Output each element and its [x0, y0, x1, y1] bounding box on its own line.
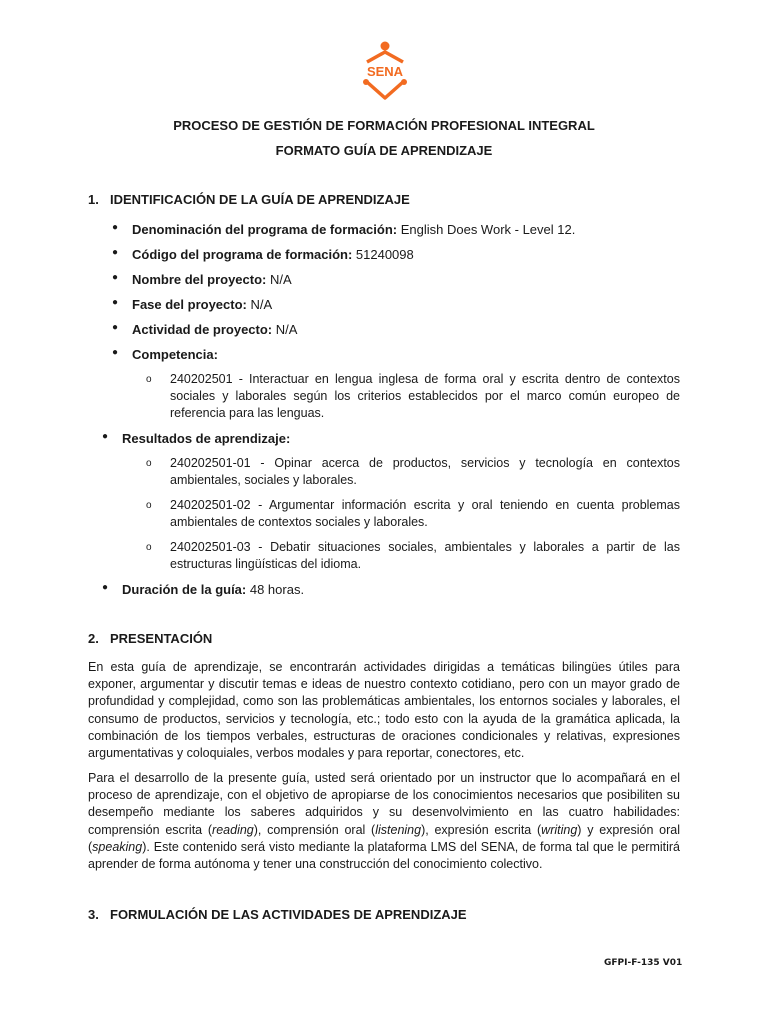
section-title: IDENTIFICACIÓN DE LA GUÍA DE APRENDIZAJE — [110, 192, 410, 207]
paragraph: Para el desarrollo de la presente guía, usted será orientado por un instructor que lo acompañará en el proceso de aprendizaje, con el objetivo de apropiarse de los conocimientos necesarios que posibiliten su desempeño mediante los saberes adquiridos y su desenvolvimiento en las cuatro habilidades: comprensión escrita (reading), comprensión oral (listening), expresión escrita (writing) y expresión oral (speaking). Este contenido será visto mediante la plataforma LMS del SENA, de forma tal que le permitirá aprender de forma autónoma y tener una construcción del conocimiento colectivo. — [88, 771, 681, 872]
resultado-item — [146, 497, 680, 531]
section-title: PRESENTACIÓN — [110, 631, 213, 646]
resultado-item — [146, 455, 680, 489]
item-label: Fase del proyecto: — [132, 297, 247, 312]
section-number: 2. — [88, 631, 99, 646]
list-item — [112, 222, 575, 237]
bullet-icon: ● — [112, 222, 119, 233]
circle-bullet-icon: o — [146, 500, 152, 511]
item-label: Denominación del programa de formación: — [132, 222, 398, 237]
item-label: Actividad de proyecto: — [132, 322, 273, 337]
item-label: Competencia: — [132, 347, 218, 362]
item-value: N/A — [272, 322, 298, 337]
circle-bullet-icon: o — [146, 458, 152, 469]
list-item — [112, 297, 272, 312]
bullet-icon: ● — [112, 322, 119, 333]
resultado-text: 240202501-01 - Opinar acerca de productos, servicios y tecnología en contextos ambientales, sociales y laborales. — [170, 456, 680, 487]
resultado-text: 240202501-03 - Debatir situaciones sociales, ambientales y laborales a partir de las estructuras lingüísticas del idioma. — [170, 540, 680, 571]
resultado-text: 240202501-02 - Argumentar información escrita y oral teniendo en cuenta problemas ambientales de contextos sociales y laborales. — [170, 498, 680, 529]
bullet-icon: ● — [112, 297, 119, 308]
section-title: FORMULACIÓN DE LAS ACTIVIDADES DE APRENDIZAJE — [110, 907, 467, 922]
item-value: 51240098 — [352, 247, 414, 262]
item-label: Código del programa de formación: — [132, 247, 353, 262]
document-subtitle: FORMATO GUÍA DE APRENDIZAJE — [275, 143, 493, 158]
document-title: PROCESO DE GESTIÓN DE FORMACIÓN PROFESIONAL INTEGRAL — [173, 118, 595, 133]
competencia-text: 240202501 - Interactuar en lengua inglesa de forma oral y escrita dentro de contextos sociales y laborales según los criterios establecidos por el marco común europeo de referencia para las lenguas. — [170, 372, 680, 420]
bullet-icon: ● — [112, 272, 119, 283]
section-number: 1. — [88, 192, 99, 207]
logo-text: SENA — [366, 64, 404, 79]
item-value: N/A — [246, 297, 273, 312]
bullet-icon: ● — [112, 247, 119, 258]
resultado-item — [146, 539, 680, 573]
circle-bullet-icon: o — [146, 542, 152, 553]
list-item — [112, 322, 297, 337]
paragraph: En esta guía de aprendizaje, se encontrarán actividades dirigidas a temáticas bilingües útiles para exponer, argumentar y discutir temas e ideas de nuestro contexto cotidiano, pero con un mayor grado de profundidad y complejidad, como son las problemáticas ambientales, los entornos sociales y laborales, el consumo de productos, servicios y tecnología, etc.; todo esto con la ayuda de la gramática aplicada, la combinación de los tiempos verbales, estructuras de oraciones condicionales y relativas, expresiones argumentativas y coloquiales, verbos modales y para reportar, conectores, etc. — [88, 660, 680, 761]
item-label: Duración de la guía: — [122, 582, 247, 597]
section-2-heading — [88, 631, 212, 646]
list-item — [112, 247, 414, 262]
item-value: N/A — [266, 272, 292, 287]
bullet-icon: ● — [112, 347, 119, 358]
circle-bullet-icon: o — [146, 374, 152, 385]
item-label: Resultados de aprendizaje: — [122, 431, 291, 446]
bullet-icon: ● — [102, 431, 109, 442]
section-3-heading — [88, 907, 467, 922]
sena-logo — [357, 40, 413, 102]
list-item — [112, 272, 292, 287]
competencia-item — [146, 371, 680, 422]
list-item — [102, 582, 304, 597]
list-item — [102, 431, 290, 446]
item-value: English Does Work - Level 12. — [397, 222, 576, 237]
section-number: 3. — [88, 907, 99, 922]
section-1-heading — [88, 192, 410, 207]
bullet-icon: ● — [102, 582, 109, 593]
item-value: 48 horas. — [246, 582, 305, 597]
item-label: Nombre del proyecto: — [132, 272, 267, 287]
list-item — [112, 347, 218, 362]
footer-code: GFPI-F-135 V01 — [604, 958, 683, 968]
